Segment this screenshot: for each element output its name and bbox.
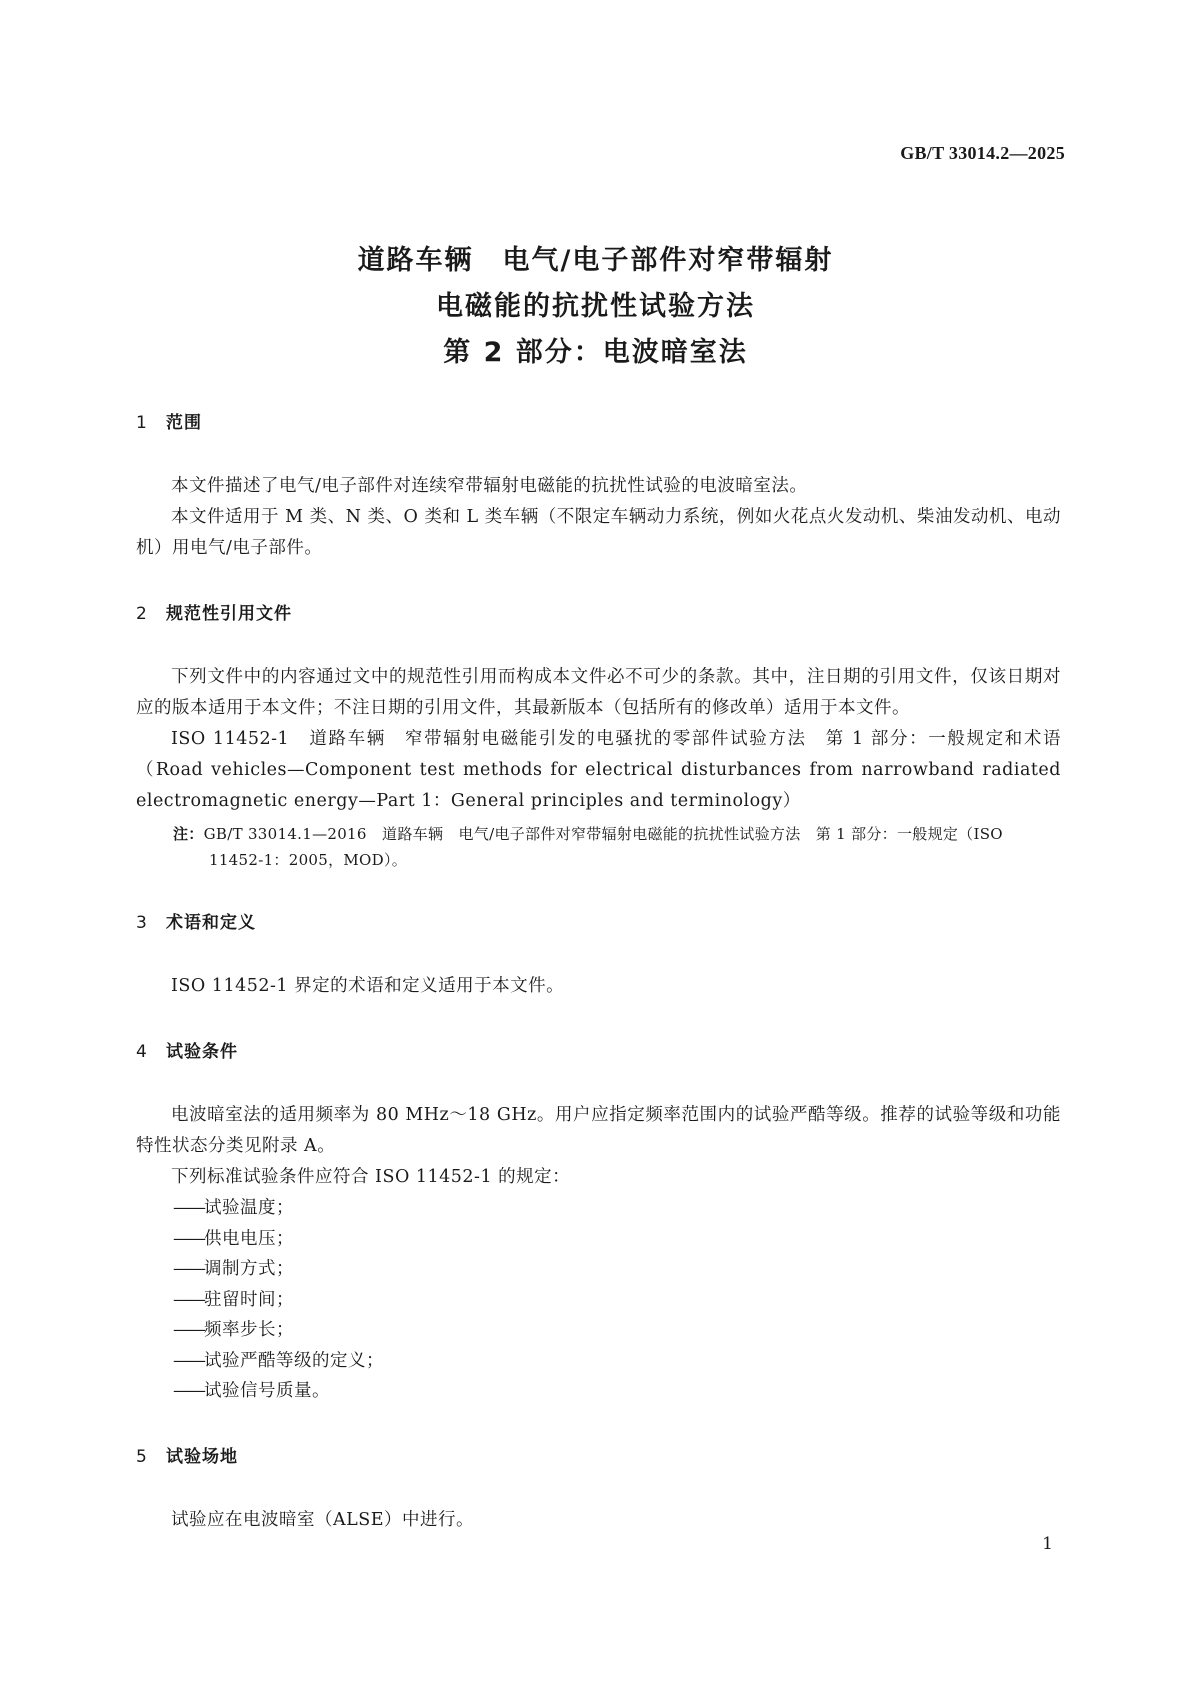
page-number: 1 [1042, 1534, 1053, 1554]
title-line-3: 第 2 部分：电波暗室法 [443, 337, 748, 368]
standard-code: GB/T 33014.2—2025 [900, 143, 1065, 163]
section-3-paragraph-1: ISO 11452-1 界定的术语和定义适用于本文件。 [171, 976, 565, 996]
list-item: ——调制方式； [173, 1259, 294, 1279]
section-1-heading: 1 范围 [136, 413, 202, 433]
list-item: ——试验严酷等级的定义； [173, 1350, 384, 1371]
title-line-2: 电磁能的抗扰性试验方法 [436, 291, 755, 322]
section-5-paragraph-1: 试验应在电波暗室（ALSE）中进行。 [171, 1509, 475, 1530]
test-conditions-list [136, 1193, 1061, 1407]
section-1-paragraph-1: 本文件描述了电气/电子部件对连续窄带辐射电磁能的抗扰性试验的电波暗室法。 [171, 476, 808, 496]
list-item: ——试验信号质量。 [173, 1381, 330, 1401]
title-line-1: 道路车辆 电气/电子部件对窄带辐射 [357, 245, 834, 276]
section-2-heading: 2 规范性引用文件 [136, 604, 292, 624]
document-title [0, 238, 1191, 376]
list-item: ——频率步长； [173, 1320, 294, 1340]
list-item: ——供电电压； [173, 1228, 294, 1249]
section-4-paragraph-1: 电波暗室法的适用频率为 80 MHz～18 GHz。用户应指定频率范围内的试验严酷等级。推荐的试验等级和功能特性状态分类见附录 A。 [136, 1105, 1061, 1156]
list-item: ——试验温度； [173, 1198, 294, 1218]
section-3-heading: 3 术语和定义 [136, 913, 256, 933]
section-2-note [136, 821, 1061, 873]
document-body [136, 408, 1061, 1536]
section-1-paragraph-2: 本文件适用于 M 类、N 类、O 类和 L 类车辆（不限定车辆动力系统，例如火花点火发动机、柴油发动机、电动机）用电气/电子部件。 [136, 507, 1061, 558]
section-5-heading: 5 试验场地 [136, 1446, 238, 1467]
section-4-heading: 4 试验条件 [136, 1042, 238, 1062]
normative-reference-iso-11452-1: ISO 11452-1 道路车辆 窄带辐射电磁能引发的电骚扰的零部件试验方法 第 1 部分：一般规定和术语（Road vehicles—Component test methods for electrical disturbances from narrowband radiated electromagnetic energy—Part 1：General principles and terminology） [136, 729, 1061, 811]
section-4-paragraph-2: 下列标准试验条件应符合 ISO 11452-1 的规定： [171, 1167, 571, 1187]
note-text: GB/T 33014.1—2016 道路车辆 电气/电子部件对窄带辐射电磁能的抗扰性试验方法 第 1 部分：一般规定（ISO 11452-1：2005，MOD）。 [203, 825, 1003, 869]
list-item: ——驻留时间； [173, 1289, 294, 1310]
note-label: 注： [173, 825, 204, 843]
section-2-paragraph-1: 下列文件中的内容通过文中的规范性引用而构成本文件必不可少的条款。其中，注日期的引用文件，仅该日期对应的版本适用于本文件；不注日期的引用文件，其最新版本（包括所有的修改单）适用于本文件。 [136, 667, 1061, 718]
